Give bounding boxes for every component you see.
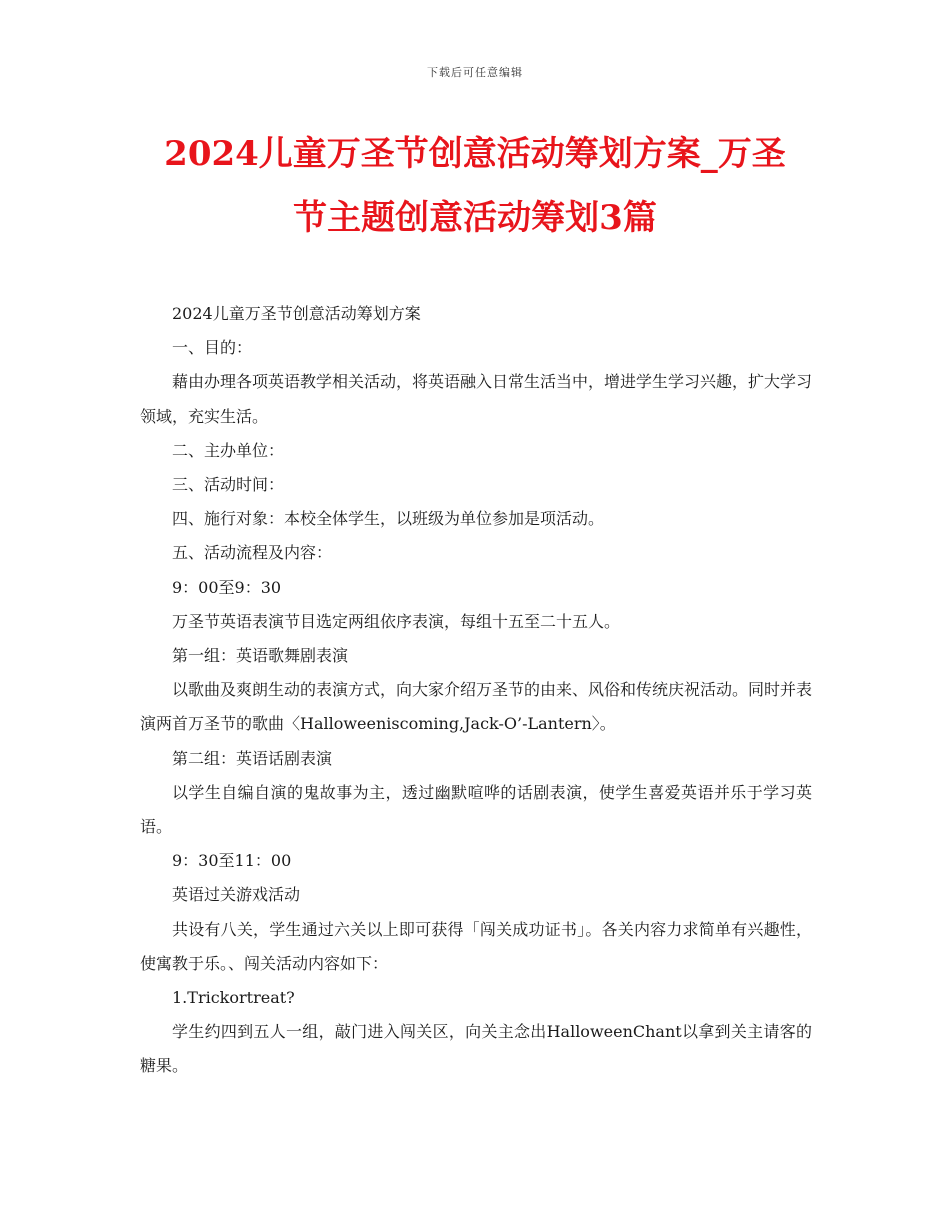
paragraph-performance-intro: 万圣节英语表演节目选定两组依序表演，每组十五至二十五人。 [172, 611, 621, 631]
paragraph-section-time: 三、活动时间： [172, 475, 285, 495]
paragraph-group-2-text: 以学生自编自演的鬼故事为主，透过幽默喧哗的话剧表演，使学生喜爱英语并乐于学习英语。 [140, 782, 812, 837]
paragraph-group-1-heading: 第一组：英语歌舞剧表演 [172, 646, 349, 666]
title-line-1: 2024儿童万圣节创意活动筹划方案_万圣 [164, 134, 786, 174]
document-title [140, 122, 810, 250]
paragraph-item-1-text: 学生约四到五人一组，敲门进入闯关区，向关主念出HalloweenChant以拿到关主请客的糖果。 [140, 1022, 812, 1076]
paragraph-section-organizer: 二、主办单位： [172, 440, 285, 460]
paragraph-section-process: 五、活动流程及内容： [172, 543, 333, 563]
paragraph-group-2-heading: 第二组：英语话剧表演 [172, 748, 333, 768]
document-body [140, 297, 812, 1084]
paragraph-item-1-heading: 1.Trickortreat? [172, 988, 295, 1008]
paragraph-group-1-text: 以歌曲及爽朗生动的表演方式，向大家介绍万圣节的由来、风俗和传统庆祝活动。同时并表演两首万圣节的歌曲〈Halloweeniscoming,Jack-O’-Lantern〉。 [140, 680, 813, 734]
paragraph-subtitle: 2024儿童万圣节创意活动筹划方案 [172, 304, 421, 323]
paragraph-section-target: 四、施行对象：本校全体学生，以班级为单位参加是项活动。 [172, 509, 605, 529]
paragraph-game-text: 共设有八关，学生通过六关以上即可获得「闯关成功证书」。各关内容力求简单有兴趣性，使寓教于乐。、闯关活动内容如下： [140, 919, 812, 973]
paragraph-section-purpose: 一、目的： [172, 338, 253, 358]
paragraph-time-slot-1: 9：00至9：30 [172, 577, 282, 597]
page-header-note: 下载后可任意编辑 [427, 66, 523, 79]
title-line-2: 节主题创意活动筹划3篇 [293, 198, 657, 238]
paragraph-time-slot-2: 9：30至11：00 [172, 851, 292, 871]
paragraph-game-heading: 英语过关游戏活动 [172, 885, 301, 905]
paragraph-purpose-text: 藉由办理各项英语教学相关活动，将英语融入日常生活当中，增进学生学习兴趣，扩大学习领域，充实生活。 [140, 372, 813, 426]
